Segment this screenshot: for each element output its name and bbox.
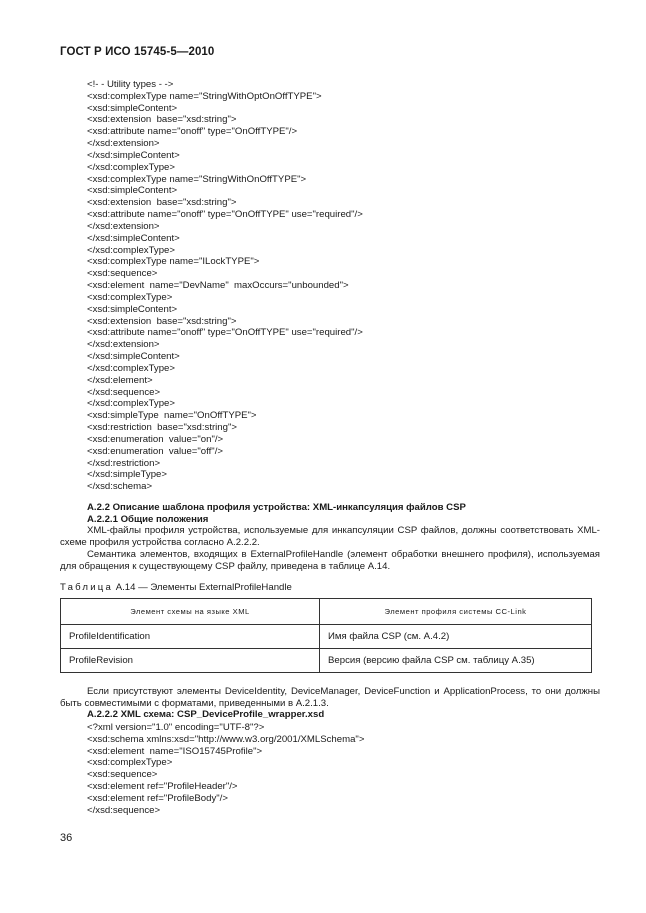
table-cell: ProfileIdentification [61,625,320,649]
code-line: <xsd:attribute name="onoff" type="OnOffTYPE" use="required"/> [87,327,363,339]
code-line: <xsd:schema xmlns:xsd="http://www.w3.org/2001/XMLSchema"> [87,733,365,745]
code-line: <xsd:element name="ISO15745Profile"> [87,745,263,757]
code-line: <xsd:complexType> [87,757,173,769]
section-heading: A.2.2 Описание шаблона профиля устройства: XML-инкапсуляция файлов CSP [87,502,466,513]
document-header: ГОСТ Р ИСО 15745-5—2010 [60,46,215,58]
code-line: </xsd:complexType> [87,161,175,173]
code-line: </xsd:element> [87,374,153,386]
code-line: <xsd:complexType name="StringWithOnOffTYPE"> [87,173,307,185]
code-line: <xsd:enumeration value="on"/> [87,433,224,445]
code-line: </xsd:simpleContent> [87,149,180,161]
code-line: </xsd:restriction> [87,457,161,469]
code-block-utility-types [87,79,607,493]
code-line: <xsd:simpleContent> [87,303,178,315]
after-table-text [60,686,600,721]
code-line: </xsd:extension> [87,220,160,232]
code-line: </xsd:complexType> [87,362,175,374]
code-block-wrapper-xsd [87,722,607,817]
code-line: <xsd:attribute name="onoff" type="OnOffTYPE"/> [87,126,298,138]
code-line: <xsd:sequence> [87,268,158,280]
code-line: <xsd:complexType name="ILockTYPE"> [87,256,260,268]
page-number: 36 [60,832,73,844]
table-caption-text: A.14 — Элементы ExternalProfileHandle [115,582,292,593]
table-cell: Версия (версию файла CSP см. таблицу A.35) [320,649,592,673]
table-cell: ProfileRevision [61,649,320,673]
code-line: <xsd:extension base="xsd:string"> [87,114,237,126]
code-line: </xsd:schema> [87,481,153,493]
table-cell: Имя файла CSP (см. A.4.2) [320,625,592,649]
code-line: <?xml version="1.0" encoding="UTF-8"?> [87,722,265,733]
table-row [61,649,592,673]
paragraph: Семантика элементов, входящих в ExternalProfileHandle (элемент обработки внешнего профиля), используемая для обращения к существующему CSP файлу, приведена в таблице A.14. [60,548,600,572]
table-caption [60,582,292,593]
section-a-2-2 [60,502,600,572]
code-line: <xsd:simpleType name="OnOffTYPE"> [87,410,257,422]
code-line: </xsd:sequence> [87,386,161,398]
code-line: <xsd:element name="DevName" maxOccurs="unbounded"> [87,280,349,292]
code-line: </xsd:simpleContent> [87,351,180,363]
code-line: </xsd:complexType> [87,244,175,256]
code-line: </xsd:extension> [87,138,160,150]
code-line: <xsd:complexType> [87,291,173,303]
code-line: <xsd:element ref="ProfileHeader"/> [87,781,238,793]
column-header: Элемент схемы на языке XML [61,599,320,625]
code-line: <xsd:enumeration value="off"/> [87,445,223,457]
code-line: </xsd:extension> [87,339,160,351]
code-line: </xsd:sequence> [87,804,161,816]
elements-table [60,598,592,673]
code-line: <xsd:simpleContent> [87,185,178,197]
table-row [61,625,592,649]
code-line: <xsd:restriction base="xsd:string"> [87,422,237,434]
paragraph: XML-файлы профиля устройства, используемые для инкапсуляции CSP файлов, должны соответствовать XML-схеме профиля устройства согласно A.2.2.2. [60,525,600,549]
paragraph: Если присутствуют элементы DeviceIdentity, DeviceManager, DeviceFunction и ApplicationProcess, то они должны быть совместимыми с форматами, приведенными в A.2.1.3. [60,686,600,709]
code-line: <xsd:sequence> [87,769,158,781]
code-line: <xsd:complexType name="StringWithOptOnOffTYPE"> [87,90,322,102]
subsection-heading: A.2.2.2 XML схема: CSP_DeviceProfile_wrapper.xsd [87,709,325,721]
code-line: <xsd:attribute name="onoff" type="OnOffTYPE" use="required"/> [87,209,363,221]
code-line: <xsd:extension base="xsd:string"> [87,197,237,209]
code-line: <!- - Utility types - -> [87,79,174,90]
table-header-row [61,599,592,625]
table-caption-word: Таблица [60,582,114,593]
code-line: <xsd:element ref="ProfileBody"/> [87,792,228,804]
code-line: <xsd:extension base="xsd:string"> [87,315,237,327]
subsection-heading: A.2.2.1 Общие положения [87,513,209,525]
code-line: </xsd:complexType> [87,398,175,410]
code-line: </xsd:simpleType> [87,469,167,481]
code-line: </xsd:simpleContent> [87,232,180,244]
column-header: Элемент профиля системы CC-Link [320,599,592,625]
code-line: <xsd:simpleContent> [87,102,178,114]
